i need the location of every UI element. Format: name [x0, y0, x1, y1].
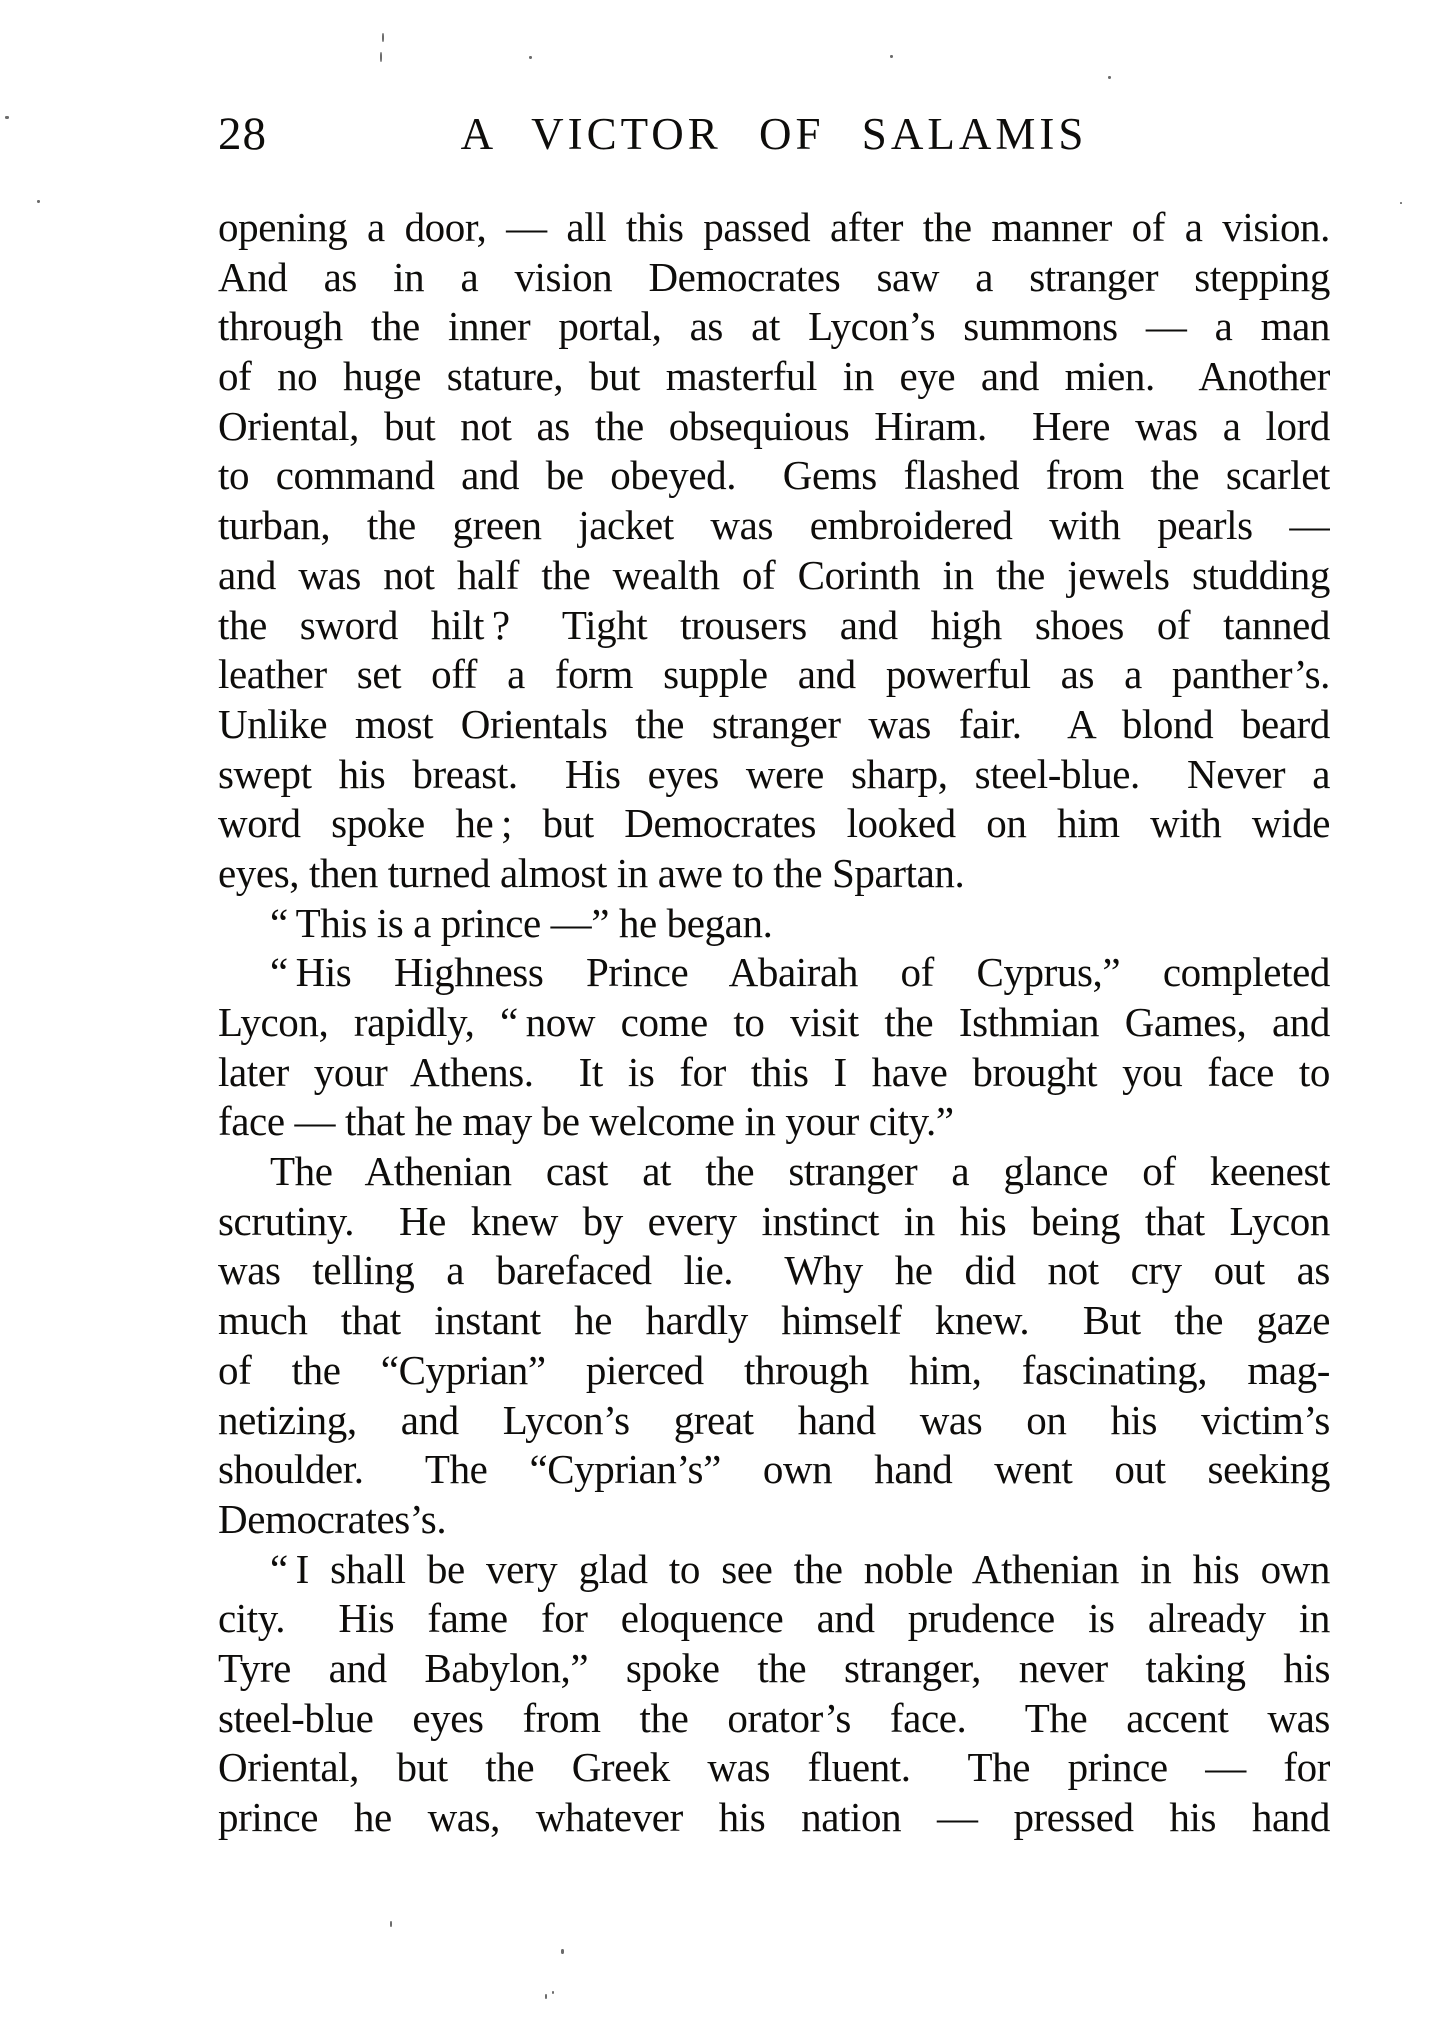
paragraph-4-line-5: of the “Cyprian” pierced through him, fascinating, mag-	[218, 1346, 1330, 1393]
paragraph-1-line-12: swept his breast. His eyes were sharp, steel-blue. Never a	[218, 750, 1330, 797]
page-number: 28	[218, 108, 267, 160]
scan-speck	[561, 1949, 564, 1954]
scan-speck	[1400, 202, 1402, 204]
scan-speck	[552, 1991, 554, 1994]
paragraph-1-line-4: of no huge stature, but masterful in eye and mien. Another	[218, 353, 1330, 400]
paragraph-5-line-2: city. His fame for eloquence and prudence is already in	[218, 1595, 1330, 1642]
paragraph-4-line-7: shoulder. The “Cyprian’s” own hand went out seeking	[218, 1446, 1330, 1493]
paragraph-1-line-6: to command and be obeyed. Gems flashed from the scarlet	[218, 452, 1330, 499]
scan-speck	[380, 52, 382, 62]
scan-speck	[1108, 76, 1111, 79]
paragraph-3-line-2: Lycon, rapidly, “ now come to visit the Isthmian Games, and	[218, 999, 1330, 1045]
paragraph-2-line-1: “ This is a prince —” he began.	[270, 899, 773, 946]
scan-speck	[529, 56, 532, 59]
paragraph-1-line-10: leather set off a form supple and powerful as a panther’s.	[218, 651, 1330, 698]
paragraph-4-line-4: much that instant he hardly himself knew. But the gaze	[218, 1297, 1330, 1344]
paragraph-3-line-4: face — that he may be welcome in your city.”	[218, 1098, 954, 1145]
paragraph-1-line-1: opening a door, — all this passed after the manner of a vision.	[218, 204, 1330, 250]
running-title: A VICTOR OF SALAMIS	[460, 109, 1088, 159]
paragraph-4-line-1: The Athenian cast at the stranger a glance of keenest	[270, 1148, 1330, 1195]
paragraph-1-line-7: turban, the green jacket was embroidered with pearls —	[218, 502, 1330, 549]
paragraph-1-line-14: eyes, then turned almost in awe to the Spartan.	[218, 849, 965, 896]
paragraph-1-line-5: Oriental, but not as the obsequious Hiram. Here was a lord	[218, 402, 1330, 449]
paragraph-1-line-11: Unlike most Orientals the stranger was fair. A blond beard	[218, 700, 1330, 747]
scan-speck	[390, 1921, 392, 1927]
paragraph-1-line-8: and was not half the wealth of Corinth in the jewels studding	[218, 551, 1330, 598]
paragraph-4-line-3: was telling a barefaced lie. Why he did not cry out as	[218, 1247, 1330, 1294]
paragraph-5-line-3: Tyre and Babylon,” spoke the stranger, never taking his	[218, 1644, 1330, 1691]
scan-speck	[890, 55, 893, 58]
paragraph-4-line-8: Democrates’s.	[218, 1495, 447, 1542]
paragraph-5-line-6: prince he was, whatever his nation — pressed his hand	[218, 1794, 1330, 1840]
body-text	[218, 203, 1330, 1843]
paragraph-1-line-2: And as in a vision Democrates saw a stranger stepping	[218, 253, 1330, 300]
paragraph-5-line-5: Oriental, but the Greek was fluent. The prince — for	[218, 1744, 1330, 1791]
paragraph-1-line-9: the sword hilt ? Tight trousers and high shoes of tanned	[218, 601, 1330, 648]
paragraph-4-line-6: netizing, and Lycon’s great hand was on his victim’s	[218, 1396, 1330, 1443]
paragraph-3-line-3: later your Athens. It is for this I have brought you face to	[218, 1048, 1330, 1095]
paragraph-1-line-13: word spoke he ; but Democrates looked on him with wide	[218, 800, 1330, 847]
paragraph-5-line-1: “ I shall be very glad to see the noble Athenian in his own	[270, 1545, 1330, 1592]
paragraph-4-line-2: scrutiny. He knew by every instinct in his being that Lycon	[218, 1197, 1330, 1244]
scan-speck	[5, 116, 9, 119]
scan-speck	[545, 1994, 547, 1999]
page-header	[218, 110, 1330, 160]
scan-speck	[382, 33, 384, 42]
paragraph-3-line-1: “ His Highness Prince Abairah of Cyprus,” completed	[270, 949, 1330, 996]
paragraph-5-line-4: steel-blue eyes from the orator’s face. The accent was	[218, 1694, 1330, 1741]
scan-speck	[37, 200, 40, 203]
paragraph-1-line-3: through the inner portal, as at Lycon’s summons — a man	[218, 303, 1330, 350]
